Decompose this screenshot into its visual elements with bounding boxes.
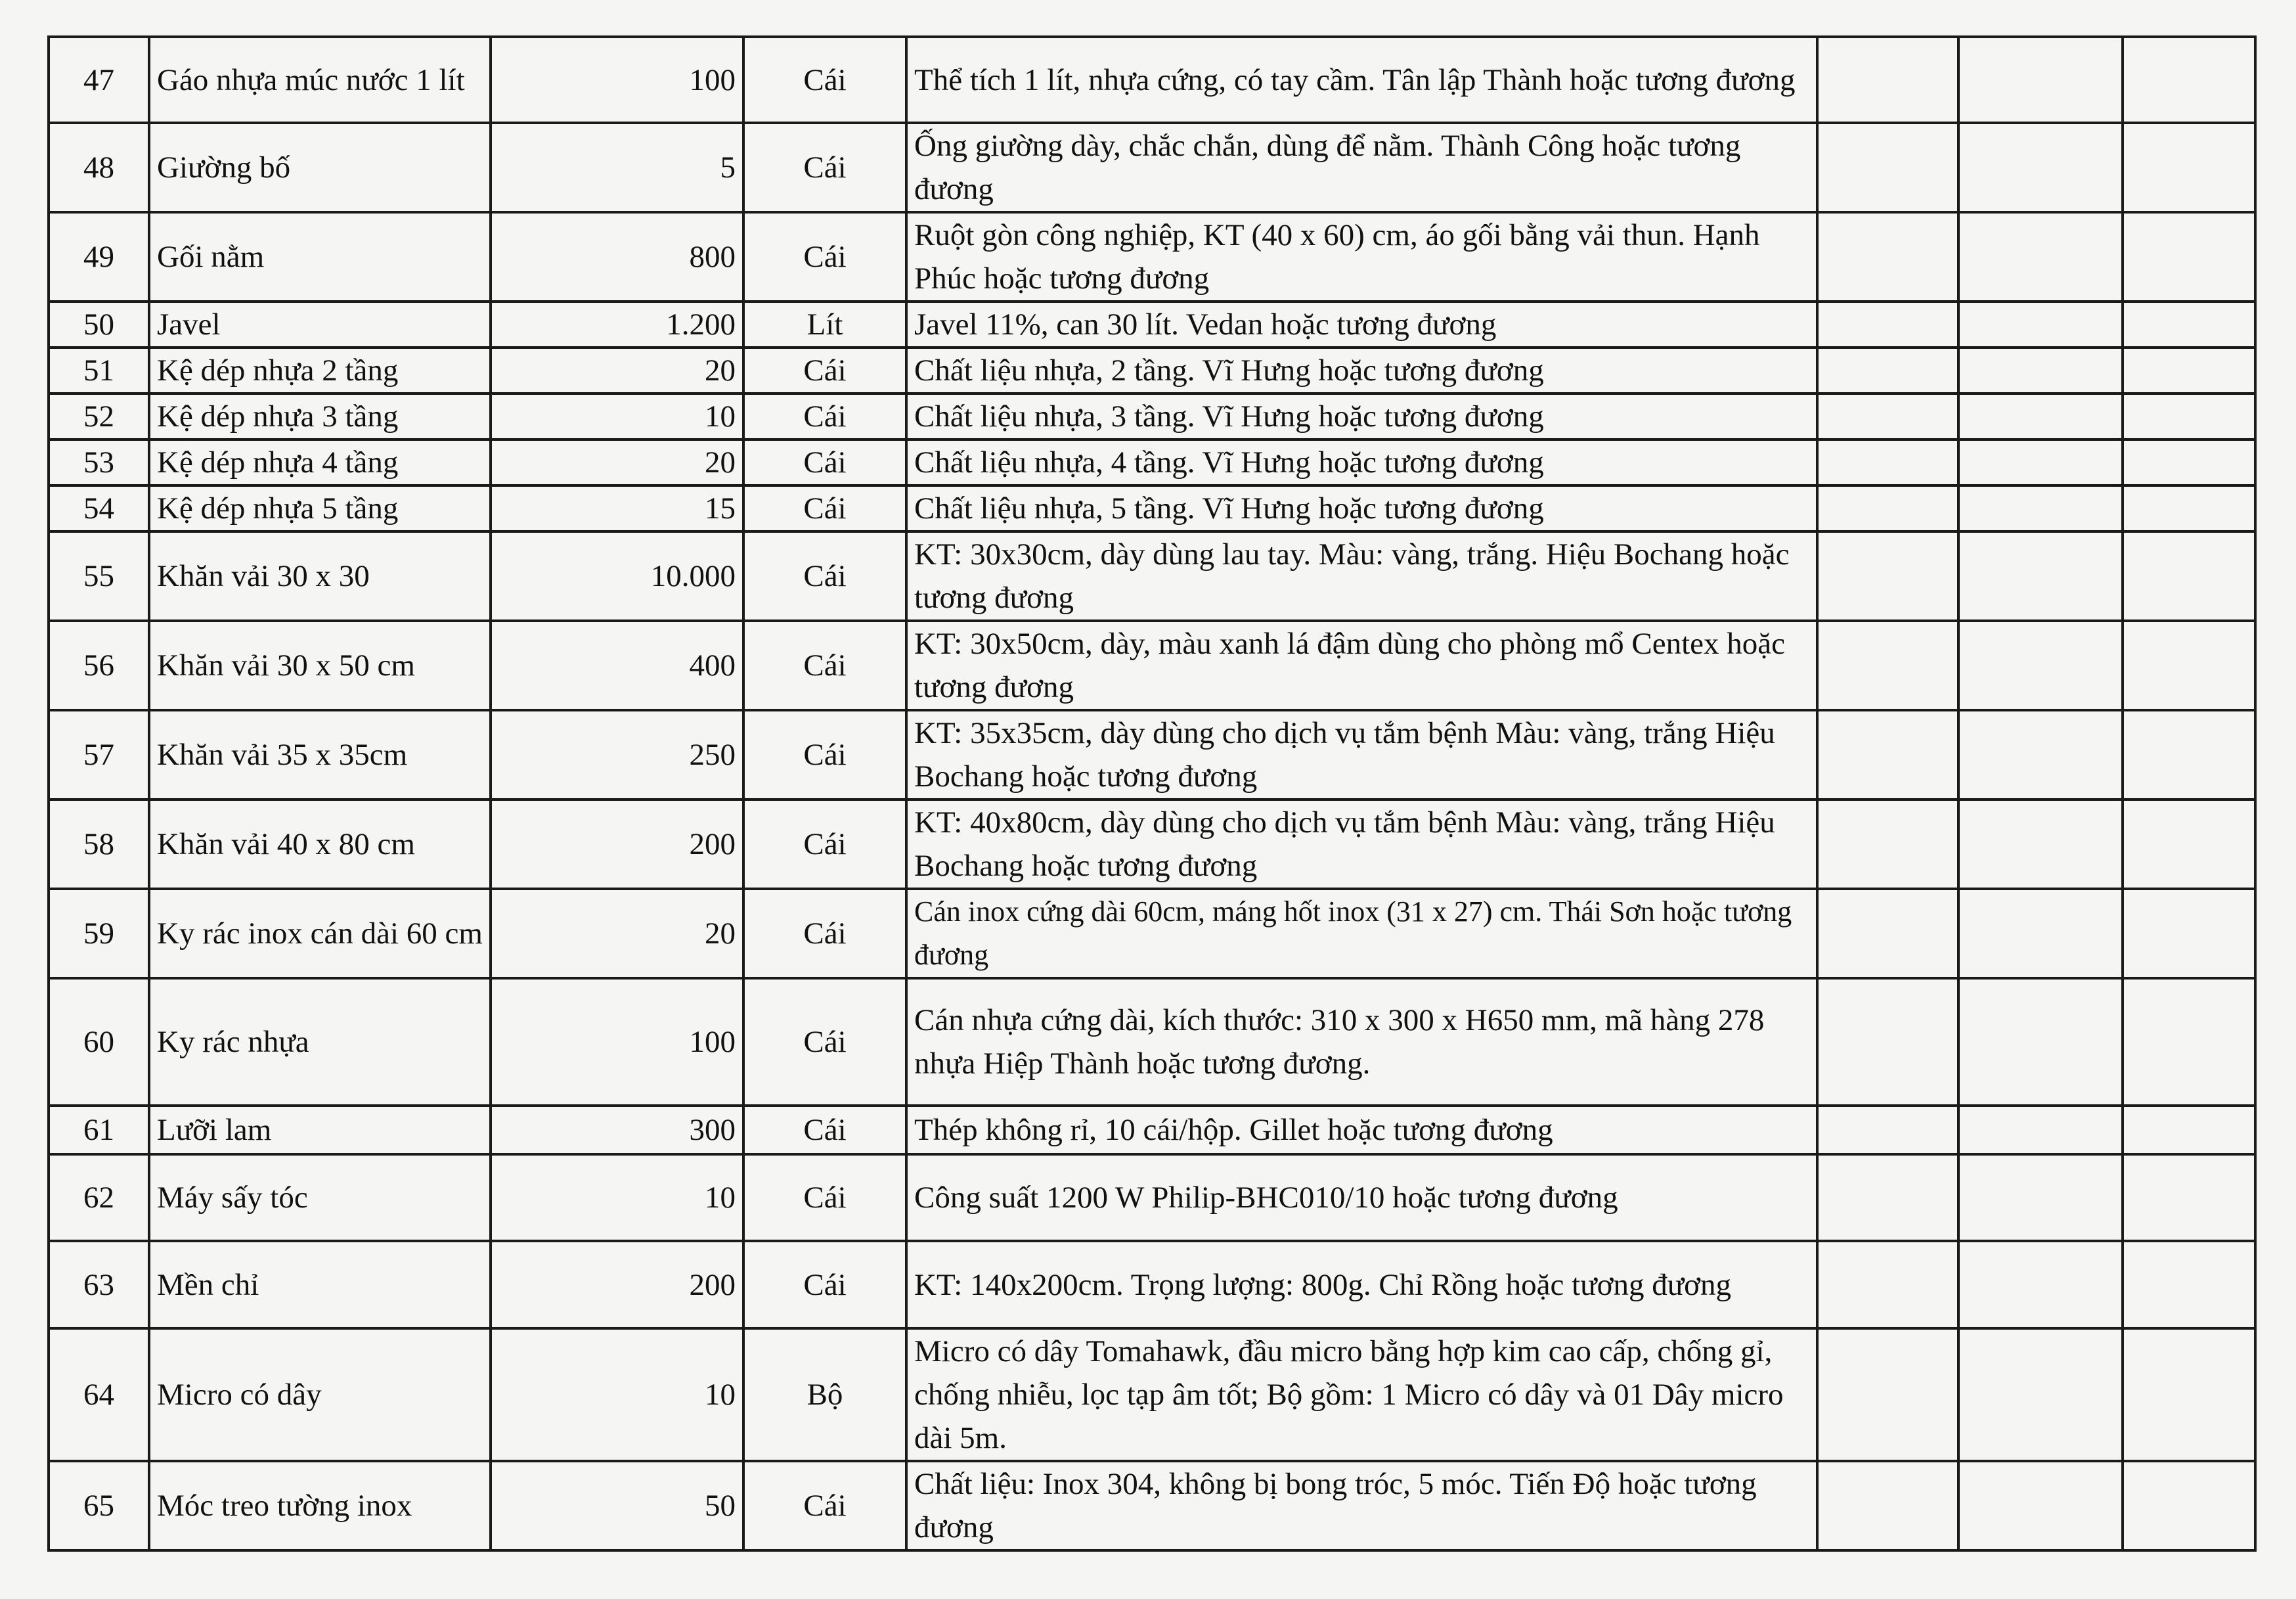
item-description: Javel 11%, can 30 lít. Vedan hoặc tương đương — [906, 302, 1817, 348]
item-name: Kệ dép nhựa 5 tầng — [149, 485, 491, 531]
empty-cell — [1817, 710, 1958, 800]
item-unit: Cái — [743, 978, 906, 1106]
item-unit: Cái — [743, 1106, 906, 1154]
empty-cell — [1817, 1461, 1958, 1550]
empty-cell — [1958, 531, 2123, 621]
item-description: KT: 30x30cm, dày dùng lau tay. Màu: vàng, trắng. Hiệu Bochang hoặc tương đương — [906, 531, 1817, 621]
item-description: KT: 35x35cm, dày dùng cho dịch vụ tắm bệnh Màu: vàng, trắng Hiệu Bochang hoặc tương đương — [906, 710, 1817, 800]
empty-cell — [1817, 348, 1958, 394]
item-unit: Cái — [743, 889, 906, 978]
item-description: Chất liệu nhựa, 2 tầng. Vĩ Hưng hoặc tương đương — [906, 348, 1817, 394]
empty-cell — [2123, 485, 2255, 531]
item-quantity: 20 — [491, 889, 743, 978]
item-name: Kệ dép nhựa 4 tầng — [149, 439, 491, 485]
empty-cell — [2123, 710, 2255, 800]
row-number: 65 — [49, 1461, 149, 1550]
table-row — [49, 123, 2255, 212]
empty-cell — [1958, 1154, 2123, 1241]
item-unit: Cái — [743, 485, 906, 531]
item-quantity: 10 — [491, 1328, 743, 1461]
item-description: Chất liệu nhựa, 3 tầng. Vĩ Hưng hoặc tương đương — [906, 394, 1817, 439]
empty-cell — [2123, 37, 2255, 123]
empty-cell — [1958, 1106, 2123, 1154]
item-name: Ky rác nhựa — [149, 978, 491, 1106]
item-name: Kệ dép nhựa 2 tầng — [149, 348, 491, 394]
item-name: Móc treo tường inox — [149, 1461, 491, 1550]
item-quantity: 10 — [491, 1154, 743, 1241]
empty-cell — [1817, 394, 1958, 439]
table-row — [49, 348, 2255, 394]
row-number: 56 — [49, 621, 149, 710]
item-name: Gối nằm — [149, 212, 491, 302]
item-description: Chất liệu nhựa, 4 tầng. Vĩ Hưng hoặc tương đương — [906, 439, 1817, 485]
empty-cell — [1958, 889, 2123, 978]
row-number: 48 — [49, 123, 149, 212]
item-quantity: 400 — [491, 621, 743, 710]
empty-cell — [1817, 1241, 1958, 1328]
item-quantity: 300 — [491, 1106, 743, 1154]
item-name: Giường bố — [149, 123, 491, 212]
empty-cell — [2123, 439, 2255, 485]
item-name: Micro có dây — [149, 1328, 491, 1461]
item-name: Máy sấy tóc — [149, 1154, 491, 1241]
empty-cell — [1958, 394, 2123, 439]
item-name: Lưỡi lam — [149, 1106, 491, 1154]
empty-cell — [2123, 212, 2255, 302]
item-quantity: 20 — [491, 439, 743, 485]
item-unit: Bộ — [743, 1328, 906, 1461]
item-description: KT: 30x50cm, dày, màu xanh lá đậm dùng cho phòng mổ Centex hoặc tương đương — [906, 621, 1817, 710]
table-row — [49, 1328, 2255, 1461]
empty-cell — [2123, 1154, 2255, 1241]
item-description: Ống giường dày, chắc chắn, dùng để nằm. Thành Công hoặc tương đương — [906, 123, 1817, 212]
item-unit: Cái — [743, 531, 906, 621]
row-number: 52 — [49, 394, 149, 439]
row-number: 55 — [49, 531, 149, 621]
table-row — [49, 710, 2255, 800]
item-description: Thép không rỉ, 10 cái/hộp. Gillet hoặc tương đương — [906, 1106, 1817, 1154]
empty-cell — [1817, 889, 1958, 978]
item-unit: Cái — [743, 394, 906, 439]
empty-cell — [1958, 978, 2123, 1106]
item-unit: Cái — [743, 37, 906, 123]
item-description: Công suất 1200 W Philip-BHC010/10 hoặc tương đương — [906, 1154, 1817, 1241]
item-quantity: 15 — [491, 485, 743, 531]
item-quantity: 200 — [491, 800, 743, 889]
item-name: Gáo nhựa múc nước 1 lít — [149, 37, 491, 123]
supply-table — [47, 35, 2257, 1552]
empty-cell — [1958, 800, 2123, 889]
table-row — [49, 889, 2255, 978]
table-row — [49, 1106, 2255, 1154]
row-number: 62 — [49, 1154, 149, 1241]
table-row — [49, 439, 2255, 485]
item-unit: Cái — [743, 800, 906, 889]
empty-cell — [2123, 348, 2255, 394]
empty-cell — [2123, 889, 2255, 978]
item-unit: Cái — [743, 1461, 906, 1550]
empty-cell — [1817, 485, 1958, 531]
table-row — [49, 394, 2255, 439]
item-name: Ky rác inox cán dài 60 cm — [149, 889, 491, 978]
row-number: 59 — [49, 889, 149, 978]
item-quantity: 20 — [491, 348, 743, 394]
item-unit: Cái — [743, 439, 906, 485]
empty-cell — [2123, 394, 2255, 439]
item-unit: Cái — [743, 1154, 906, 1241]
empty-cell — [2123, 302, 2255, 348]
empty-cell — [1817, 302, 1958, 348]
item-quantity: 1.200 — [491, 302, 743, 348]
empty-cell — [1958, 123, 2123, 212]
table-row — [49, 212, 2255, 302]
item-description: Chất liệu nhựa, 5 tầng. Vĩ Hưng hoặc tương đương — [906, 485, 1817, 531]
row-number: 64 — [49, 1328, 149, 1461]
row-number: 53 — [49, 439, 149, 485]
row-number: 54 — [49, 485, 149, 531]
empty-cell — [1958, 212, 2123, 302]
item-unit: Cái — [743, 710, 906, 800]
table-row — [49, 621, 2255, 710]
empty-cell — [1817, 1106, 1958, 1154]
empty-cell — [1958, 1241, 2123, 1328]
item-name: Kệ dép nhựa 3 tầng — [149, 394, 491, 439]
item-quantity: 800 — [491, 212, 743, 302]
row-number: 51 — [49, 348, 149, 394]
empty-cell — [2123, 1106, 2255, 1154]
empty-cell — [1817, 531, 1958, 621]
table-row — [49, 1461, 2255, 1550]
item-name: Khăn vải 40 x 80 cm — [149, 800, 491, 889]
item-name: Javel — [149, 302, 491, 348]
empty-cell — [2123, 621, 2255, 710]
item-quantity: 10 — [491, 394, 743, 439]
empty-cell — [1817, 439, 1958, 485]
empty-cell — [2123, 800, 2255, 889]
item-description: Ruột gòn công nghiệp, KT (40 x 60) cm, áo gối bằng vải thun. Hạnh Phúc hoặc tương đương — [906, 212, 1817, 302]
empty-cell — [1958, 621, 2123, 710]
item-name: Khăn vải 30 x 50 cm — [149, 621, 491, 710]
item-unit: Cái — [743, 212, 906, 302]
empty-cell — [1817, 212, 1958, 302]
row-number: 49 — [49, 212, 149, 302]
empty-cell — [1958, 302, 2123, 348]
empty-cell — [1817, 621, 1958, 710]
empty-cell — [1817, 37, 1958, 123]
empty-cell — [2123, 123, 2255, 212]
empty-cell — [1817, 1154, 1958, 1241]
empty-cell — [2123, 1241, 2255, 1328]
table-row — [49, 978, 2255, 1106]
empty-cell — [1958, 37, 2123, 123]
item-unit: Cái — [743, 123, 906, 212]
item-description: KT: 40x80cm, dày dùng cho dịch vụ tắm bệnh Màu: vàng, trắng Hiệu Bochang hoặc tương đương — [906, 800, 1817, 889]
empty-cell — [1958, 1461, 2123, 1550]
item-unit: Cái — [743, 621, 906, 710]
item-quantity: 100 — [491, 978, 743, 1106]
row-number: 47 — [49, 37, 149, 123]
empty-cell — [1958, 710, 2123, 800]
table-row — [49, 1154, 2255, 1241]
item-description: Chất liệu: Inox 304, không bị bong tróc, 5 móc. Tiến Độ hoặc tương đương — [906, 1461, 1817, 1550]
item-unit: Cái — [743, 348, 906, 394]
empty-cell — [1817, 123, 1958, 212]
item-quantity: 10.000 — [491, 531, 743, 621]
empty-cell — [2123, 1461, 2255, 1550]
empty-cell — [1958, 1328, 2123, 1461]
item-quantity: 5 — [491, 123, 743, 212]
row-number: 57 — [49, 710, 149, 800]
item-quantity: 100 — [491, 37, 743, 123]
table-row — [49, 302, 2255, 348]
empty-cell — [2123, 1328, 2255, 1461]
item-description: Cán nhựa cứng dài, kích thước: 310 x 300 x H650 mm, mã hàng 278 nhựa Hiệp Thành hoặc tương đương. — [906, 978, 1817, 1106]
empty-cell — [1817, 978, 1958, 1106]
table-row — [49, 531, 2255, 621]
item-description: KT: 140x200cm. Trọng lượng: 800g. Chỉ Rồng hoặc tương đương — [906, 1241, 1817, 1328]
item-description: Micro có dây Tomahawk, đầu micro bằng hợp kim cao cấp, chống gỉ, chống nhiễu, lọc tạp âm tốt; Bộ gồm: 1 Micro có dây và 01 Dây micro dài 5m. — [906, 1328, 1817, 1461]
item-name: Khăn vải 30 x 30 — [149, 531, 491, 621]
item-description: Thể tích 1 lít, nhựa cứng, có tay cầm. Tân lập Thành hoặc tương đương — [906, 37, 1817, 123]
row-number: 58 — [49, 800, 149, 889]
empty-cell — [2123, 531, 2255, 621]
item-name: Mền chỉ — [149, 1241, 491, 1328]
item-quantity: 200 — [491, 1241, 743, 1328]
item-name: Khăn vải 35 x 35cm — [149, 710, 491, 800]
empty-cell — [1958, 485, 2123, 531]
empty-cell — [1958, 439, 2123, 485]
item-quantity: 50 — [491, 1461, 743, 1550]
table-row — [49, 485, 2255, 531]
empty-cell — [1817, 1328, 1958, 1461]
row-number: 63 — [49, 1241, 149, 1328]
table-row — [49, 37, 2255, 123]
item-unit: Lít — [743, 302, 906, 348]
empty-cell — [1958, 348, 2123, 394]
row-number: 60 — [49, 978, 149, 1106]
empty-cell — [2123, 978, 2255, 1106]
item-unit: Cái — [743, 1241, 906, 1328]
row-number: 61 — [49, 1106, 149, 1154]
table-row — [49, 1241, 2255, 1328]
item-quantity: 250 — [491, 710, 743, 800]
empty-cell — [1817, 800, 1958, 889]
item-description: Cán inox cứng dài 60cm, máng hốt inox (31 x 27) cm. Thái Sơn hoặc tương đương — [906, 889, 1817, 978]
row-number: 50 — [49, 302, 149, 348]
table-row — [49, 800, 2255, 889]
